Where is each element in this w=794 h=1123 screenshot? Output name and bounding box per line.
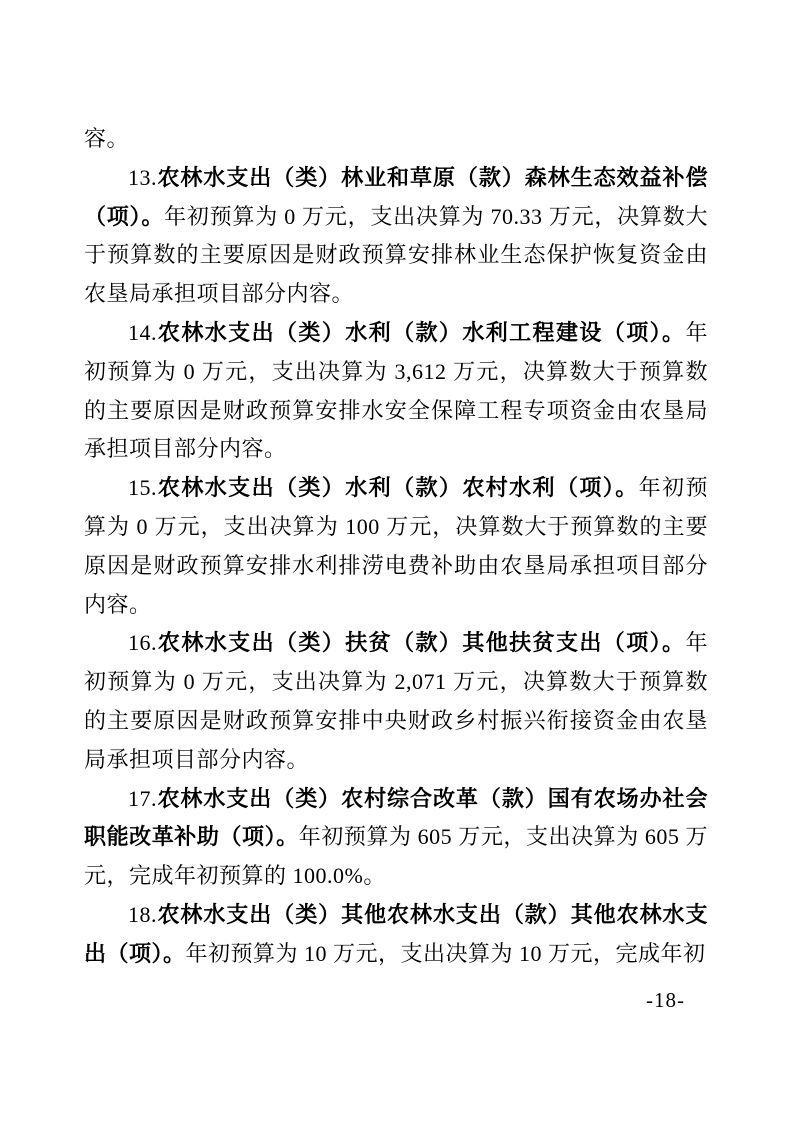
item-body: 年初预算为 605 万元，支出决算为 605 万元，完成年初预算的 100.0%。 bbox=[84, 824, 708, 889]
budget-item-paragraph bbox=[84, 159, 708, 314]
item-heading: 农林水支出（类）农村综合改革（款）国有农场办社会职能改革补助（项）。 bbox=[84, 785, 708, 850]
budget-item-paragraph bbox=[84, 780, 708, 896]
budget-item-paragraph bbox=[84, 314, 708, 469]
budget-item-paragraph bbox=[84, 624, 708, 779]
item-number: 16. bbox=[128, 630, 157, 656]
item-number: 15. bbox=[128, 475, 157, 501]
item-body: 年初预算为 0 万元，支出决算为 70.33 万元，决算数大于预算数的主要原因是财政预算安排林业生态保护恢复资金由农垦局承担项目部分内容。 bbox=[84, 203, 708, 307]
item-number: 18. bbox=[128, 901, 157, 927]
item-body: 年初预算为 0 万元，支出决算为 2,071 万元，决算数大于预算数的主要原因是财政预算安排中央财政乡村振兴衔接资金由农垦局承担项目部分内容。 bbox=[84, 630, 708, 772]
item-body: 年初预算为 10 万元，支出决算为 10 万元，完成年初 bbox=[185, 940, 706, 966]
item-heading: 农林水支出（类）扶贫（款）其他扶贫支出（项）。 bbox=[157, 630, 686, 656]
item-heading: 农林水支出（类）林业和草原（款）森林生态效益补偿（项）。 bbox=[84, 164, 708, 229]
item-number: 13. bbox=[128, 164, 157, 190]
continuation-paragraph: 容。 bbox=[84, 126, 130, 151]
item-number: 14. bbox=[128, 319, 157, 345]
document-content bbox=[84, 120, 708, 974]
item-body: 年初预算为 0 万元，支出决算为 100 万元，决算数大于预算数的主要原因是财政预算安排水利排涝电费补助由农垦局承担项目部分内容。 bbox=[84, 475, 708, 617]
budget-item-list bbox=[84, 159, 708, 974]
item-body: 年初预算为 0 万元，支出决算为 3,612 万元，决算数大于预算数的主要原因是财政预算安排水安全保障工程专项资金由农垦局承担项目部分内容。 bbox=[84, 319, 708, 462]
budget-item-paragraph bbox=[84, 469, 708, 624]
item-heading: 农林水支出（类）其他农林水支出（款）其他农林水支出（项）。 bbox=[84, 901, 708, 966]
item-number: 17. bbox=[128, 785, 157, 811]
page-number: -18- bbox=[646, 988, 685, 1012]
budget-item-paragraph bbox=[84, 896, 708, 974]
item-heading: 农林水支出（类）水利（款）农村水利（项）。 bbox=[157, 475, 639, 501]
item-heading: 农林水支出（类）水利（款）水利工程建设（项）。 bbox=[157, 319, 686, 345]
